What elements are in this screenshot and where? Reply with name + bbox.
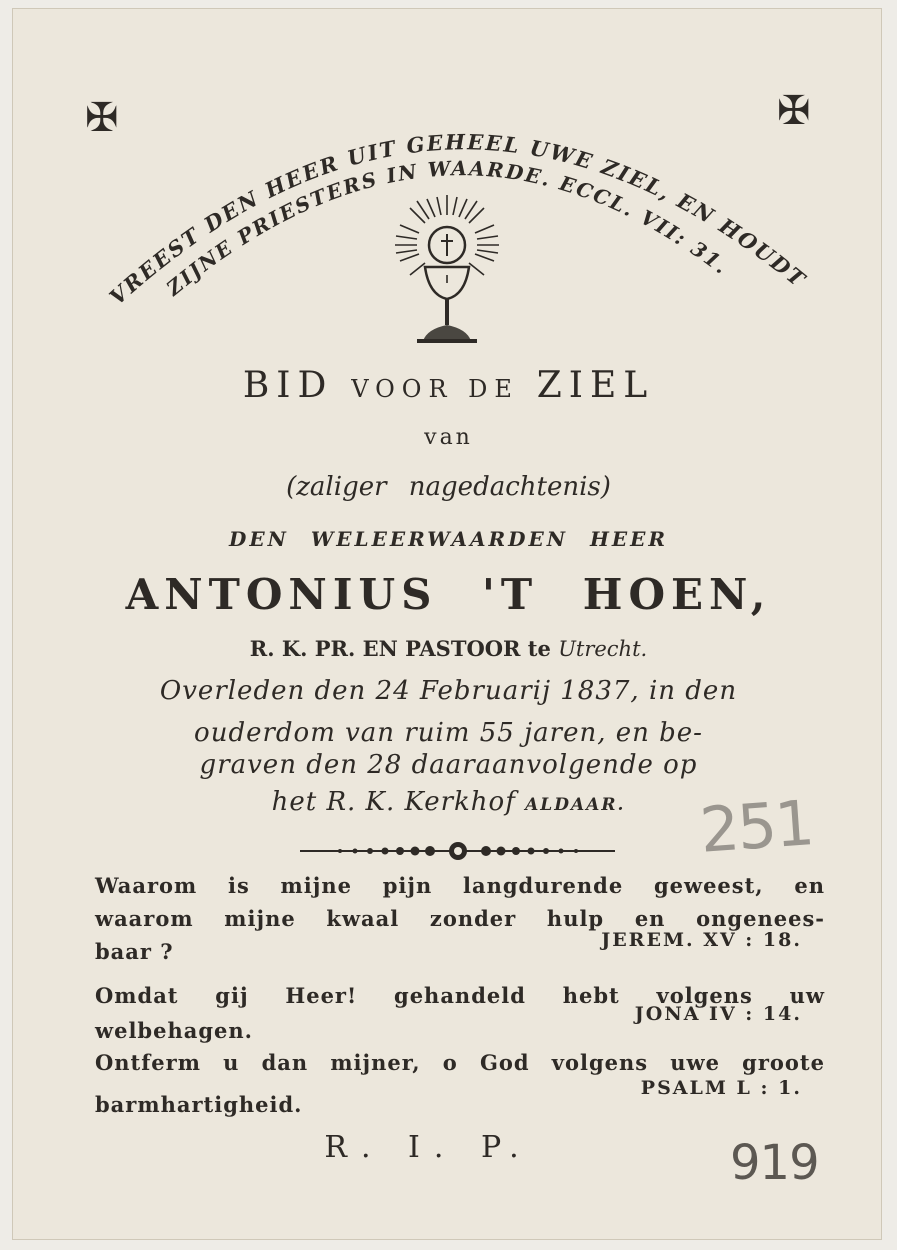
pencil-number-top: 251: [697, 786, 815, 867]
honorific-line: DEN WELEERWAARDEN HEER: [229, 527, 668, 551]
bio-line-1: Overleden den 24 Februarij 1837, in den: [159, 676, 738, 706]
cross-left-icon: ✠: [85, 95, 119, 141]
bio-line-2: ouderdom van ruim 55 jaren, en be-: [194, 718, 703, 748]
monstrance-icon: [395, 195, 499, 343]
pastor-line: R. K. PR. EN PASTOOR te Utrecht.: [249, 636, 648, 661]
verse-1-line-2: waarom mijne kwaal zonder hulp en ongenees-: [95, 906, 825, 931]
deceased-name: ANTONIUS 'T HOEN,: [125, 570, 772, 619]
verse-1-line-1: Waarom is mijne pijn langdurende geweest, en: [95, 873, 825, 898]
pencil-number-bottom: 919: [730, 1135, 819, 1191]
rip-closing: R. I. P.: [324, 1130, 533, 1165]
verse-1-line-3: baar ?: [95, 939, 174, 964]
page-title: BID VOOR DE ZIEL: [242, 365, 655, 406]
arched-scripture-text: [0, 0, 897, 420]
arc-inner-text: ZIJNE PRIESTERS IN WAARDE. ECCL. VII: 31.: [161, 156, 734, 301]
arc-outer-text: VREEST DEN HEER UIT GEHEEL UWE ZIEL, EN HOUDT: [104, 129, 812, 310]
bio-line-3: graven den 28 daaraanvolgende op: [199, 750, 698, 780]
bio-line-4: het R. K. Kerkhof ALDAAR.: [271, 787, 626, 817]
verse-2-reference: JONA IV : 14.: [634, 1003, 802, 1025]
zaliger-line: (zaliger nagedachtenis): [286, 472, 611, 502]
verse-3-reference: PSALM L : 1.: [640, 1077, 802, 1099]
verse-1-reference: JEREM. XV : 18.: [601, 929, 802, 951]
verse-3-line-1: Ontferm u dan mijner, o God volgens uwe groote: [95, 1050, 825, 1075]
cross-right-icon: ✠: [777, 88, 811, 134]
verse-3-line-2: barmhartigheid.: [95, 1092, 303, 1117]
verse-2-line-2: welbehagen.: [95, 1018, 253, 1043]
van-line: van: [424, 425, 473, 450]
verse-2-line-1: Omdat gij Heer! gehandeld hebt volgens uw: [95, 983, 825, 1008]
ornamental-divider: [300, 840, 615, 862]
